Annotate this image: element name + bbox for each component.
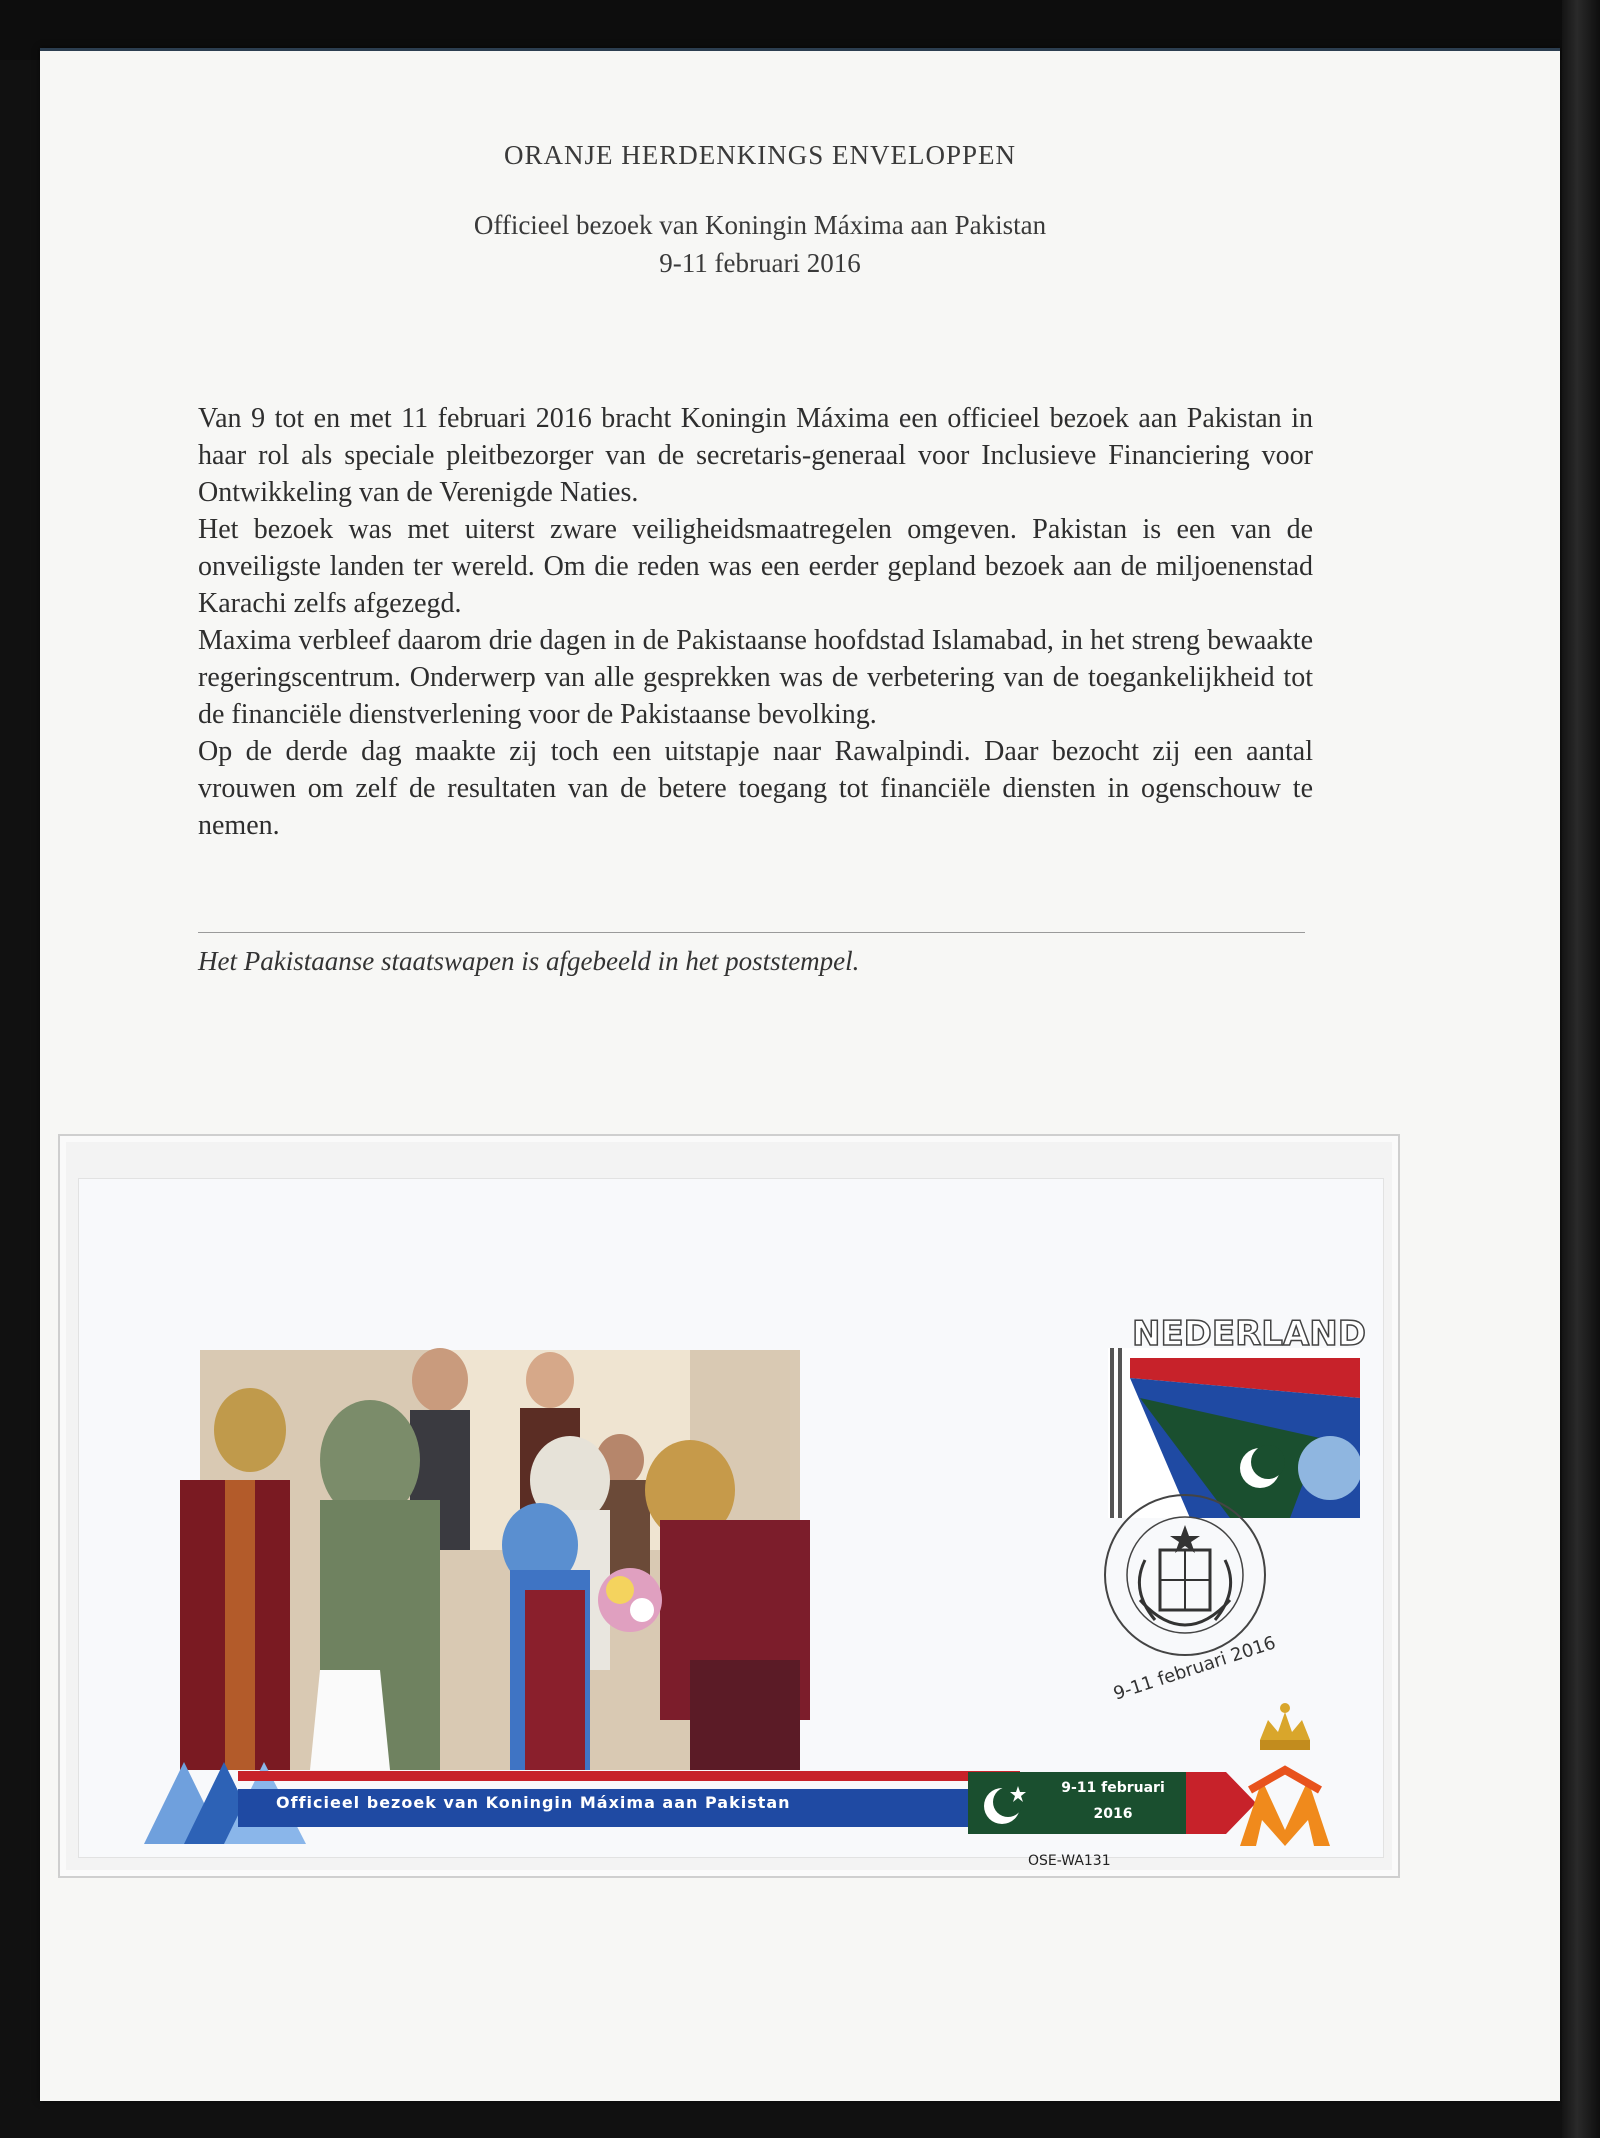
- crown-wa-logo: [1240, 1700, 1330, 1846]
- paragraph: Van 9 tot en met 11 februari 2016 bracht Koningin Máxima een officieel bezoek aan Pakistan in haar rol als speciale pleitbezorger van de secretaris-generaal voor Inclusieve Financiering voor Ontwikkeling van de Verenigde Naties.: [198, 403, 1313, 508]
- envelope-code: OSE-WA131: [1028, 1853, 1111, 1869]
- divider: [198, 932, 1305, 933]
- page-title: ORANJE HERDENKINGS ENVELOPPEN: [504, 140, 1016, 170]
- stamp-country: NEDERLAND: [1132, 1314, 1366, 1354]
- flag-year: 2016: [1093, 1806, 1133, 1822]
- postmark-date: 9-11 februari 2016: [1110, 1632, 1279, 1705]
- page-subtitle: Officieel bezoek van Koningin Máxima aan Pakistan: [473, 210, 1047, 240]
- caption: Het Pakistaanse staatswapen is afgebeeld in het poststempel.: [198, 946, 860, 976]
- banner-text: Officieel bezoek van Koningin Máxima aan Pakistan: [276, 1793, 791, 1812]
- crescent-star-icon: [978, 1778, 1030, 1830]
- envelope-photo: [130, 1330, 930, 1770]
- page-dates: 9-11 februari 2016: [659, 248, 861, 278]
- paragraph: Op de derde dag maakte zij toch een uitstapje naar Rawalpindi. Daar bezocht zij een aantal vrouwen om zelf de resultaten van de betere toegang tot financiële diensten in ogenschouw te nemen.: [198, 736, 1313, 841]
- pakistan-flag-date-box: [968, 1772, 1186, 1834]
- envelope-banner: [238, 1771, 1020, 1827]
- paragraph: Maxima verbleef daarom drie dagen in de Pakistaanse hoofdstad Islamabad, in het streng bewaakte regeringscentrum. Onderwerp van alle gesprekken was de verbetering van de toegankelijkheid tot de financiële dienstverlening voor de Pakistaanse bevolking.: [198, 625, 1313, 730]
- paragraph: Het bezoek was met uiterst zware veiligheidsmaatregelen omgeven. Pakistan is een van de onveiligste landen ter wereld. Om die reden was een eerder gepland bezoek aan de miljoenenstad Karachi zelfs afgezegd.: [198, 514, 1313, 619]
- banner-red-stripe: [238, 1771, 1020, 1781]
- binder-spine: [1562, 0, 1600, 2138]
- body-text: [198, 400, 1313, 844]
- flag-date: 9-11 februari: [1061, 1780, 1165, 1796]
